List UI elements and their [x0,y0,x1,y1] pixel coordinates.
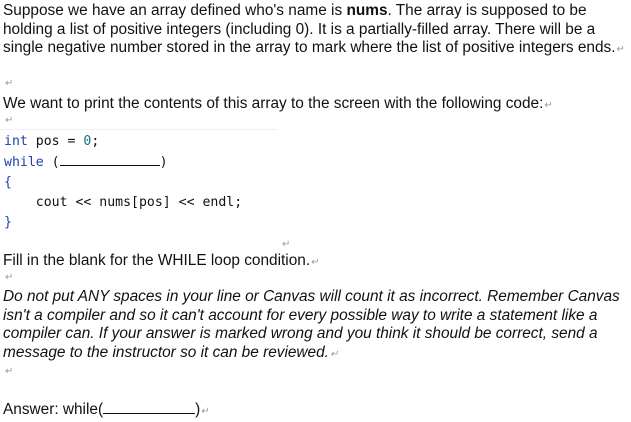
code-line-2 [4,152,242,173]
paragraph-mark-icon: ↵ [5,366,14,377]
fill-instruction [3,252,629,273]
code-line-1 [4,132,242,152]
print-sentence-text: We want to print the contents of this array to the screen with the following code: [3,95,544,112]
code-variable: pos = [27,134,84,149]
code-block [4,132,242,233]
code-semicolon: ; [91,134,100,149]
fill-instruction-text: Fill in the blank for the WHILE loop condition. [3,252,311,269]
answer-blank[interactable] [103,399,195,414]
code-while-keyword: while [4,155,44,170]
answer-suffix: ) [195,401,201,418]
answer-line [3,399,629,422]
print-sentence [3,95,629,116]
paragraph-mark-icon: ↵ [5,115,14,126]
code-line-5: } [4,215,12,230]
intro-text-start: Suppose we have an array defined who's name is [3,2,347,19]
code-type-keyword: int [4,134,28,149]
intro-paragraph [3,2,629,60]
paragraph-mark-icon: ↵ [544,100,553,111]
code-line-3: { [4,175,12,190]
paragraph-mark-icon: ↵ [5,78,14,89]
paragraph-mark-icon: ↵ [5,272,14,283]
paragraph-mark-icon: ↵ [201,406,210,417]
code-close-paren: ) [159,155,168,170]
code-open-paren: ( [43,155,60,170]
array-name: nums [346,2,388,19]
code-divider [0,129,278,130]
paragraph-mark-icon: ↵ [282,239,291,250]
condition-blank [60,152,160,166]
intro-text-end: . The array is supposed to be holding a list of positive integers (including 0). It is a partially-filled array. There will be a single negative number stored in the array to mark where the list of positive integers ends. [3,2,616,57]
code-line-4: cout << nums[pos] << endl; [4,195,243,210]
paragraph-mark-icon: ↵ [311,257,320,268]
paragraph-mark-icon: ↵ [329,348,339,360]
warning-paragraph [3,288,629,364]
answer-prefix: Answer: while( [3,401,104,418]
code-number: 0 [83,134,92,149]
warning-text: Do not put ANY spaces in your line or Canvas will count it as incorrect. Remember Canvas isn't a compiler and so it can't account for every possible way to write a statement like a compiler can. If your answer is marked wrong and you think it should be correct, send a message to the instructor so it can be reviewed. [3,288,620,361]
paragraph-mark-icon: ↵ [616,44,625,56]
